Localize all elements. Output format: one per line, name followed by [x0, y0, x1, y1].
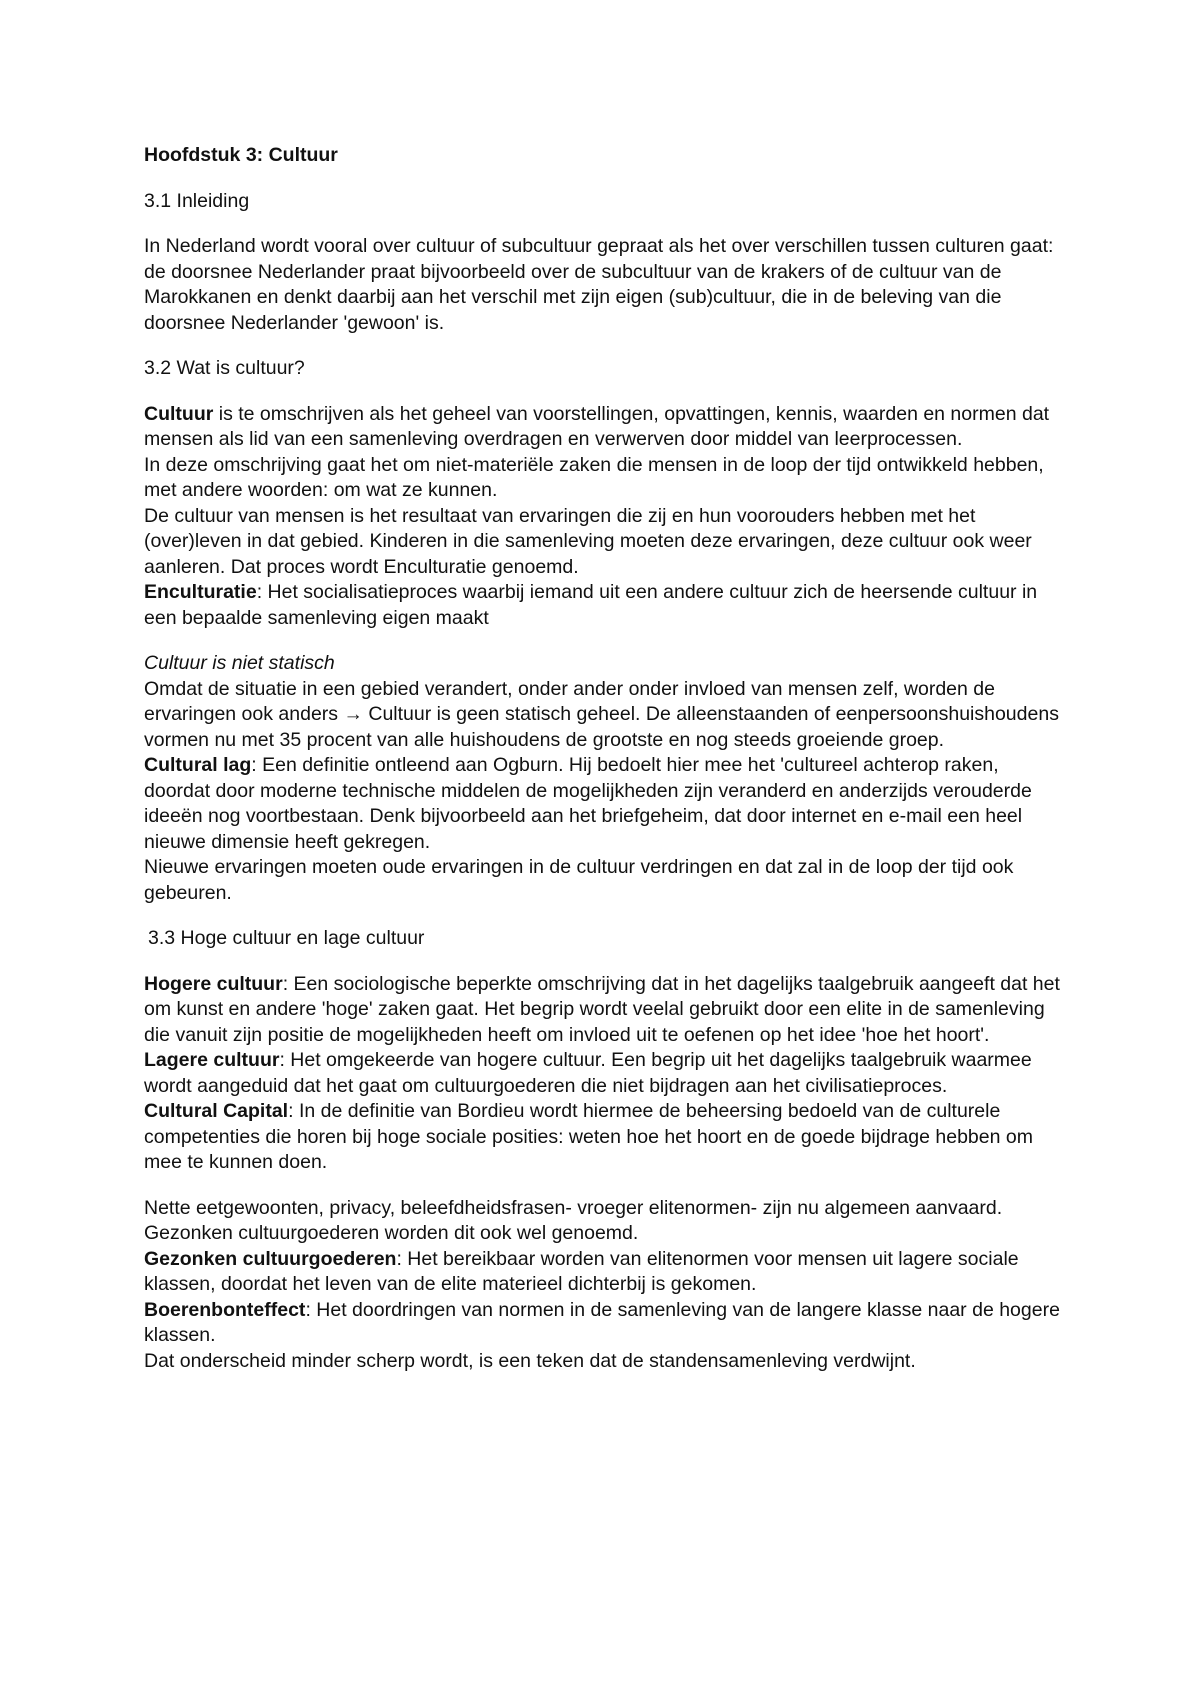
definition-text: : Een definitie ontleend aan Ogburn. Hij bedoelt hier mee het 'cultureel achterop raken, doordat door moderne technische middelen de mogelijkheden zijn veranderd en anderzijds verouderde ideeën nog voortbestaan. Denk bijvoorbeeld aan het briefgeheim, dat door internet en e-mail een heel nieuwe dimensie heeft gekregen. — [144, 754, 1032, 853]
term-gezonken-cultuurgoederen: Gezonken cultuurgoederen — [144, 1247, 397, 1270]
term-lagere-cultuur: Lagere cultuur — [144, 1049, 280, 1071]
section-heading-3-3: 3.3 Hoge cultuur en lage cultuur — [148, 927, 425, 949]
term-cultuur: Cultuur — [144, 402, 214, 425]
paragraph-ervaringen: De cultuur van mensen is het resultaat van ervaringen die zij en hun voorouders hebben met het (over)leven in dat gebied. Kinderen in die samenleving moeten deze ervaringen, deze cultuur ook weer aanleren. Dat proces wordt Enculturatie genoemd. — [144, 504, 1032, 578]
section-heading-3-2: 3.2 Wat is cultuur? — [144, 357, 305, 379]
paragraph-inleiding: In Nederland wordt vooral over cultuur of subcultuur gepraat als het over verschillen tussen culturen gaat: de doorsnee Nederlander praat bijvoorbeeld over de subcultuur van de krakers of de cultuur van de Marokkanen en denkt daarbij aan het verschil met zijn eigen (sub)cultuur, die in de beleving van die doorsnee Nederlander 'gewoon' is. — [144, 235, 1054, 334]
paragraph-standensamenleving: Dat onderscheid minder scherp wordt, is een teken dat de standensamenleving verdwijnt. — [144, 1349, 916, 1372]
definition-cultuur — [144, 402, 1064, 453]
section-heading-3-1: 3.1 Inleiding — [144, 189, 250, 212]
definition-text: : Het bereikbaar worden van elitenormen voor mensen uit lagere sociale klassen, doordat het leven van de elite materieel dichterbij is gekomen. — [144, 1247, 1019, 1295]
definition-boerenbonteffect — [144, 1298, 1064, 1349]
term-cultural-lag: Cultural lag — [144, 754, 252, 776]
paragraph-niet-materieel: In deze omschrijving gaat het om niet-materiële zaken die mensen in de loop der tijd ontwikkeld hebben, met andere woorden: om wat ze kunnen. — [144, 453, 1044, 501]
definition-cultural-capital — [144, 1099, 1064, 1176]
term-cultural-capital: Cultural Capital — [144, 1100, 289, 1122]
definition-text: : Het omgekeerde van hogere cultuur. Een begrip uit het dagelijks taalgebruik waarmee wordt aangeduid dat het gaat om cultuurgoederen die niet bijdragen aan het civilisatieproces. — [144, 1049, 1032, 1097]
definition-lagere-cultuur — [144, 1048, 1064, 1099]
term-hogere-cultuur: Hogere cultuur — [144, 972, 283, 995]
definition-gezonken-cultuurgoederen — [144, 1247, 1064, 1298]
definition-cultural-lag — [144, 753, 1064, 855]
definition-text: is te omschrijven als het geheel van voorstellingen, opvattingen, kennis, waarden en normen dat mensen als lid van een samenleving overdragen en verwerven door middel van leerprocessen. — [144, 402, 1050, 450]
paragraph-nieuwe-ervaringen: Nieuwe ervaringen moeten oude ervaringen in de cultuur verdringen en dat zal in de loop der tijd ook gebeuren. — [144, 856, 1014, 904]
definition-text: : Een sociologische beperkte omschrijving dat in het dagelijks taalgebruik aangeeft dat het om kunst en andere 'hoge' zaken gaat. Het begrip wordt veelal gebruikt door een elite in de samenleving die vanuit zijn positie de mogelijkheden heeft om invloed uit te oefenen op het idee 'hoe het hoort'. — [144, 972, 1060, 1046]
paragraph-situatie: Omdat de situatie in een gebied verandert, onder ander onder invloed van mensen zelf, worden de ervaringen ook anders → Cultuur is geen statisch geheel. De alleenstaanden of eenpersoonshuishoudens vormen nu met 35 procent van alle huishoudens de grootste en nog steeds groeiende groep. — [144, 677, 1059, 751]
definition-text: : Het doordringen van normen in de samenleving van de langere klasse naar de hogere klassen. — [144, 1298, 1060, 1346]
document-title: Hoofdstuk 3: Cultuur — [144, 144, 338, 166]
subheading-niet-statisch: Cultuur is niet statisch — [144, 652, 335, 674]
definition-text: : In de definitie van Bordieu wordt hiermee de beheersing bedoeld van de culturele competenties die horen bij hoge sociale posities: weten hoe het hoort en de goede bijdrage hebben om mee te kunnen doen. — [144, 1100, 1033, 1173]
paragraph-eetgewoonten: Nette eetgewoonten, privacy, beleefdheidsfrasen- vroeger elitenormen- zijn nu algemeen aanvaard. Gezonken cultuurgoederen worden dit ook wel genoemd. — [144, 1196, 1003, 1244]
definition-enculturatie — [144, 580, 1064, 631]
term-enculturatie: Enculturatie — [144, 581, 257, 603]
document-page — [144, 143, 1064, 1374]
term-boerenbonteffect: Boerenbonteffect — [144, 1298, 306, 1321]
definition-text: : Het socialisatieproces waarbij iemand uit een andere cultuur zich de heersende cultuur in een bepaalde samenleving eigen maakt — [144, 581, 1038, 629]
definition-hogere-cultuur — [144, 972, 1064, 1049]
